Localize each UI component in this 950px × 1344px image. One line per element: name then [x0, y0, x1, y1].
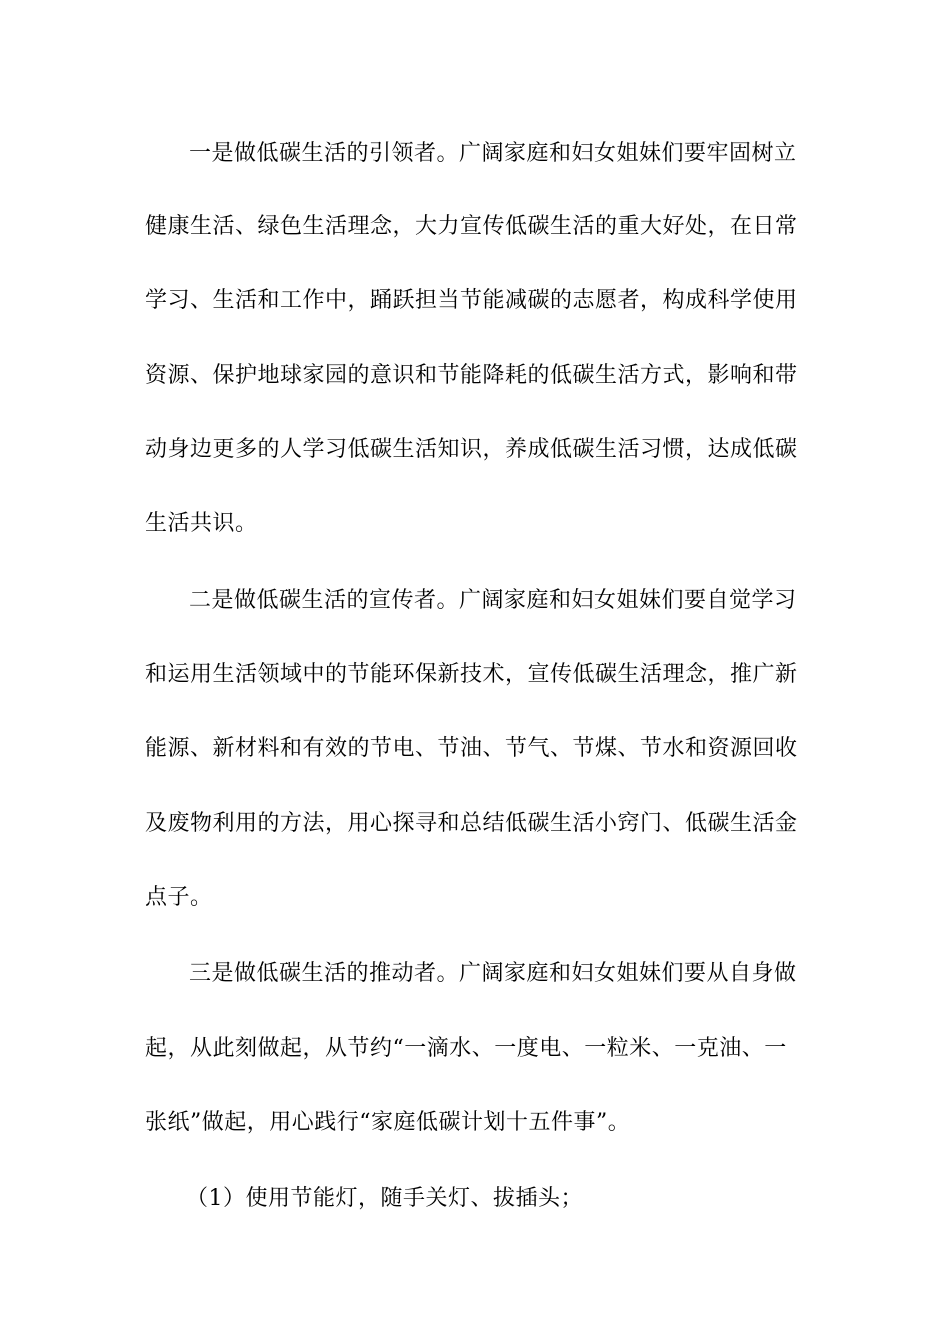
- paragraph-1-line-6: 生活共识。: [145, 511, 258, 536]
- paragraph-2-line-2: 和运用生活领域中的节能环保新技术，宣传低碳生活理念，推广新: [145, 662, 798, 687]
- list-item-1: （1）使用节能灯，随手关灯、拔插头；: [186, 1186, 583, 1211]
- paragraph-1-line-2: 健康生活、绿色生活理念，大力宣传低碳生活的重大好处，在日常: [145, 214, 798, 239]
- paragraph-1-line-4: 资源、保护地球家园的意识和节能降耗的低碳生活方式，影响和带: [145, 363, 798, 388]
- paragraph-1-line-5: 动身边更多的人学习低碳生活知识，养成低碳生活习惯，达成低碳: [145, 437, 798, 462]
- paragraph-2-line-3: 能源、新材料和有效的节电、节油、节气、节煤、节水和资源回收: [145, 736, 798, 761]
- paragraph-1-line-3: 学习、生活和工作中，踊跃担当节能减碳的志愿者，构成科学使用: [145, 288, 798, 313]
- paragraph-3-line-3: 张纸”做起，用心践行“家庭低碳计划十五件事”。: [145, 1110, 631, 1135]
- paragraph-2-line-4: 及废物利用的方法，用心探寻和总结低碳生活小窍门、低碳生活金: [145, 811, 798, 836]
- paragraph-1-line-1: 一是做低碳生活的引领者。广阔家庭和妇女姐妹们要牢固树立: [189, 141, 797, 166]
- paragraph-3-line-1: 三是做低碳生活的推动者。广阔家庭和妇女姐妹们要从自身做: [189, 961, 797, 986]
- paragraph-3-line-2: 起，从此刻做起，从节约“一滴水、一度电、一粒米、一克油、一: [145, 1036, 787, 1061]
- paragraph-2-line-1: 二是做低碳生活的宣传者。广阔家庭和妇女姐妹们要自觉学习: [189, 588, 797, 613]
- paragraph-2-line-5: 点子。: [145, 885, 213, 910]
